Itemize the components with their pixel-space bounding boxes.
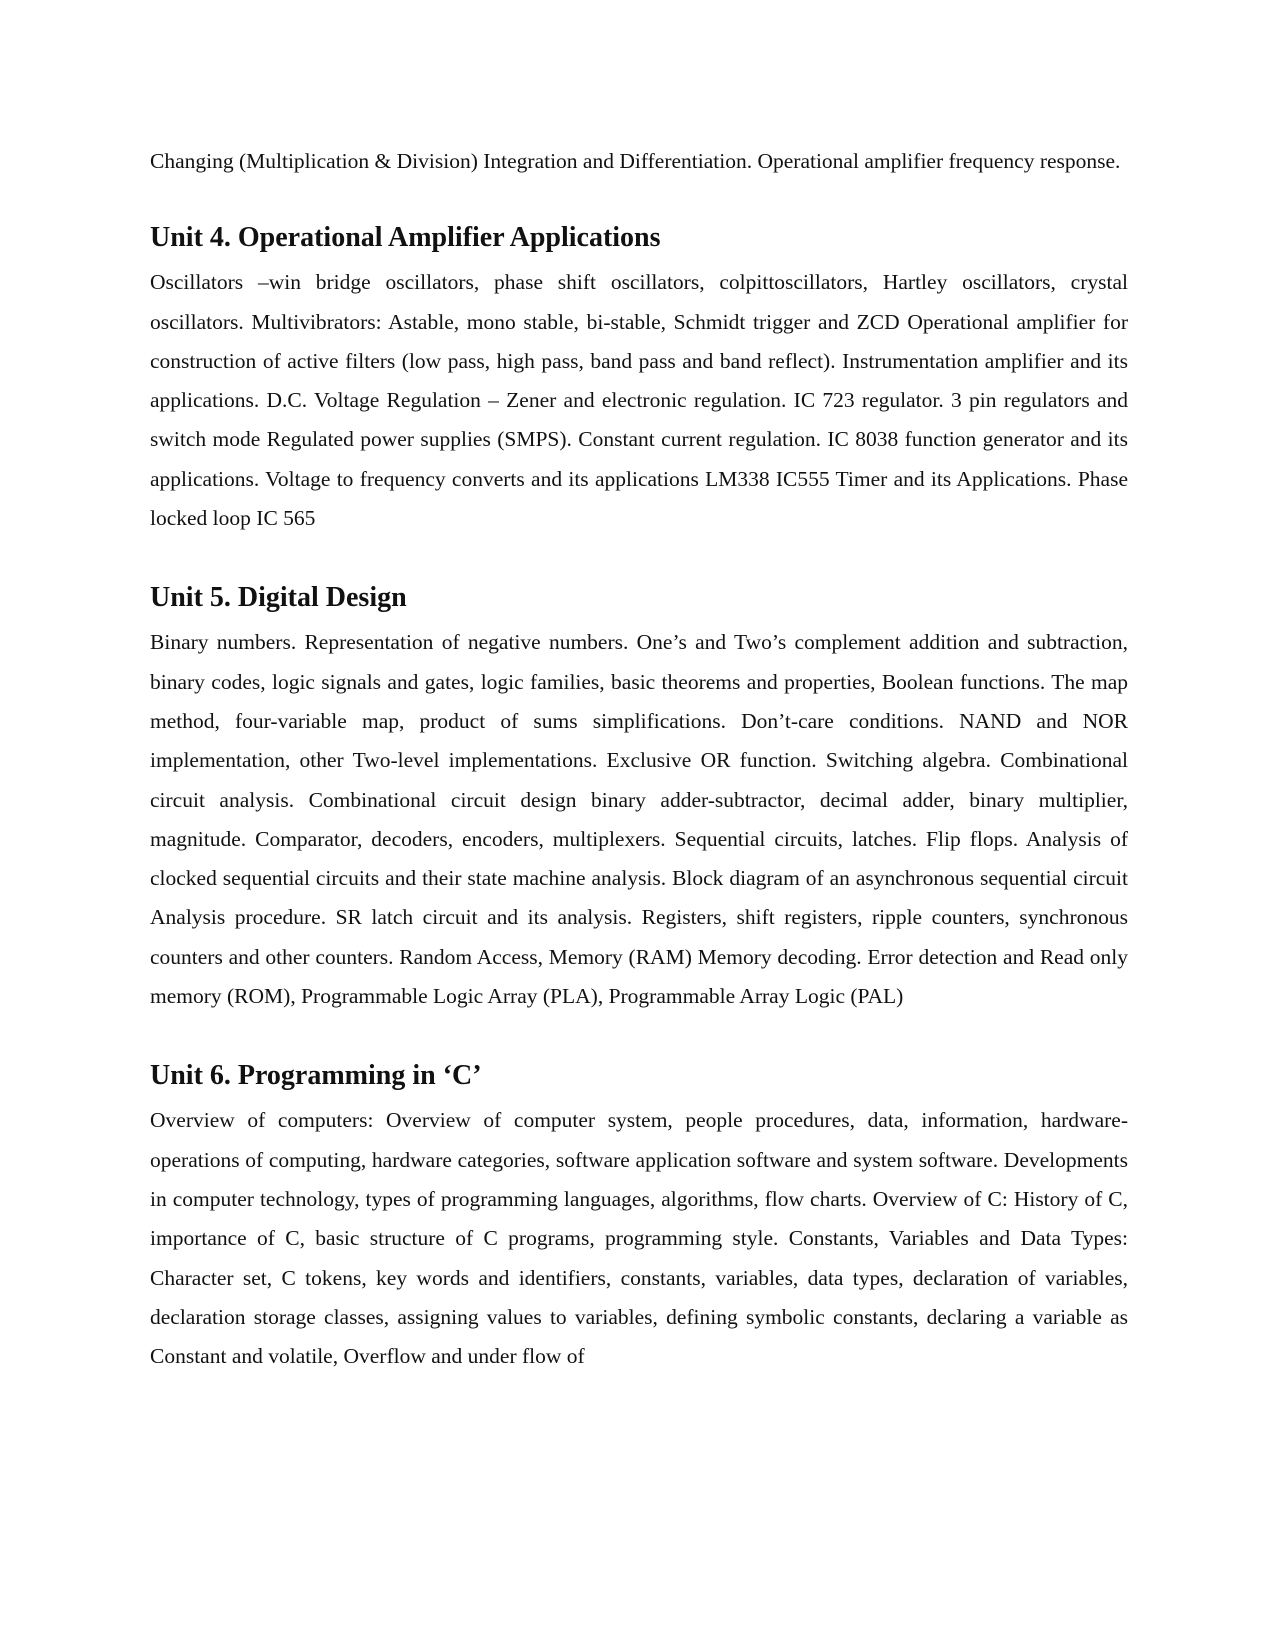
document-page	[150, 142, 1128, 1376]
intro-paragraph: Changing (Multiplication & Division) Integration and Differentiation. Operational amplifier frequency response.	[150, 149, 1121, 173]
unit4-heading: Unit 4. Operational Amplifier Applications	[150, 222, 661, 254]
unit6-paragraph: Overview of computers: Overview of computer system, people procedures, data, information, hardware-operations of computing, hardware categories, software application software and system software. Developments in computer technology, types of programming languages, algorithms, flow charts. Overview of C: History of C, importance of C, basic structure of C programs, programming style. Constants, Variables and Data Types: Character set, C tokens, key words and identifiers, constants, variables, data types, declaration of variables, declaration storage classes, assigning values to variables, defining symbolic constants, declaring a variable as Constant and volatile, Overflow and under flow of	[150, 1108, 1128, 1369]
unit5-paragraph: Binary numbers. Representation of negative numbers. One’s and Two’s complement addition and subtraction, binary codes, logic signals and gates, logic families, basic theorems and properties, Boolean functions. The map method, four-variable map, product of sums simplifications. Don’t-care conditions. NAND and NOR implementation, other Two-level implementations. Exclusive OR function. Switching algebra. Combinational circuit analysis. Combinational circuit design binary adder-subtractor, decimal adder, binary multiplier, magnitude. Comparator, decoders, encoders, multiplexers. Sequential circuits, latches. Flip flops. Analysis of clocked sequential circuits and their state machine analysis. Block diagram of an asynchronous sequential circuit Analysis procedure. SR latch circuit and its analysis. Registers, shift registers, ripple counters, synchronous counters and other counters. Random Access, Memory (RAM) Memory decoding. Error detection and Read only memory (ROM), Programmable Logic Array (PLA), Programmable Array Logic (PAL)	[150, 630, 1128, 1009]
unit4-paragraph: Oscillators –win bridge oscillators, phase shift oscillators, colpittoscillators, Hartley oscillators, crystal oscillators. Multivibrators: Astable, mono stable, bi-stable, Schmidt trigger and ZCD Operational amplifier for construction of active filters (low pass, high pass, band pass and band reflect). Instrumentation amplifier and its applications. D.C. Voltage Regulation – Zener and electronic regulation. IC 723 regulator. 3 pin regulators and switch mode Regulated power supplies (SMPS). Constant current regulation. IC 8038 function generator and its applications. Voltage to frequency converts and its applications LM338 IC555 Timer and its Applications. Phase locked loop IC 565	[150, 270, 1128, 531]
unit5-heading: Unit 5. Digital Design	[150, 582, 407, 614]
unit6-heading: Unit 6. Programming in ‘C’	[150, 1060, 482, 1092]
